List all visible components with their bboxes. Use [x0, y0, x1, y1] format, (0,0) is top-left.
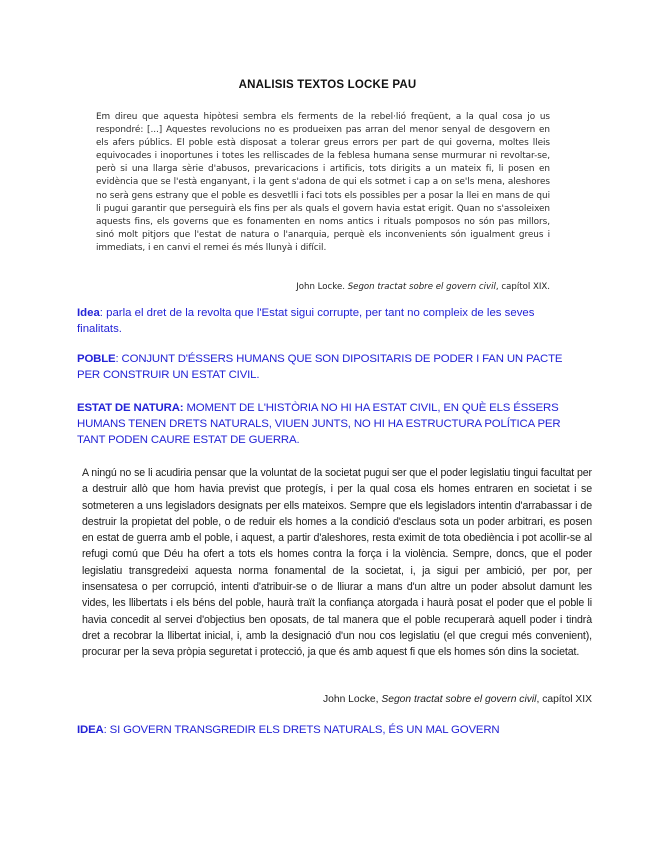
poble-note	[77, 351, 567, 383]
cite-2-chapter: , capítol XIX	[536, 694, 592, 705]
quote-1-citation	[96, 282, 550, 292]
poble-label: POBLE	[77, 353, 116, 365]
cite-1-work: Segon tractat sobre el govern civil	[347, 282, 496, 292]
cite-1-author: John Locke.	[296, 282, 345, 292]
idea-2-label: IDEA	[77, 724, 104, 736]
estat-natura-note	[77, 400, 567, 448]
locke-quote-1: Em direu que aquesta hipòtesi sembra els ferments de la rebel·lió freqüent, a la qual cosa jo us respondré: [...] Aquestes revolucions no es produeixen pas arran del menor senyal de desgovern en els afers públics. El poble està disposat a tolerar greus errors per part de qui governa, moltes lleis equivocades i inoportunes i totes les relliscades de la feblesa humana sense murmurar ni revoltar-se, però si una llarga sèrie d'abusos, prevaricacions i artificis, tots dirigits a un mateix fi, li posen en evidència que se l'està enganyant, i la gent s'adona de qui els sotmet i cap a on se'ls mena, aleshores no serà gens estrany que el poble es desvetlli i faci tots els possibles per a posar la llei en mans de qui li pugui garantir que perseguirà els fins per als quals el govern havia estat erigit. Quan no s'assoleixen aquests fins, els governs que es fonamenten en noms antics i rituals pomposos no són pas millors, sinó molt pitjors que l'estat de natura o l'anarquia, perquè els inconvenients són igualment greus i immediats, i en canvi el remei és més llunyà i difícil.	[96, 112, 550, 253]
cite-1-chapter: , capítol XIX.	[495, 282, 550, 292]
poble-text: : CONJUNT D'ÉSSERS HUMANS QUE SON DIPOSITARIS DE PODER I FAN UN PACTE PER CONSTRUIR UN ESTAT CIVIL.	[77, 353, 563, 381]
quote-2-citation	[82, 694, 592, 705]
idea-1-note	[77, 305, 567, 337]
idea-2-note	[77, 722, 567, 738]
locke-quote-2: A ningú no se li acudiria pensar que la voluntat de la societat pugui ser que el poder legislatiu tingui facultat per a destruir allò que hom havia previst que protegís, i per la qual cosa els homes entraren en societat i se sotmeteren a uns legisladors designats per ells mateixos. Sempre que els legisladors intentin d'arrabassar i de destruir la propietat del poble, o de reduir els homes a la condició d'esclaus sota un poder arbitrari, es posen en estat de guerra amb el poble, i aquest, a partir d'aleshores, resta eximit de tota obediència i pot acollir-se al refugi comú que Déu ha ofert a tots els homes contra la força i la violència. Sempre, doncs, que el poder legislatiu transgredeixi aquesta norma fonamental de la societat, i, ja sigui per ambició, per por, per insensatesa o per corrupció, intenti d'atribuir-se o de lliurar a mans d'un altre un poder absolut damunt les vides, les llibertats i els béns del poble, haurà traït la confiança atorgada i haurà posat el poder que el poble li havia concedit al servei d'objectius ben oposats, de tal manera que el poble recuperarà aquell poder i tindrà dret a recobrar la llibertat inicial, i, amb la designació d'un nou cos legislatiu (el que cregui més convenient), procurar per la seva pròpia seguretat i protecció, ja que és amb aquest fi que els homes són dins la societat.	[82, 467, 592, 659]
idea-2-text: : SI GOVERN TRANSGREDIR ELS DRETS NATURALS, ÉS UN MAL GOVERN	[103, 724, 500, 736]
estat-natura-label: ESTAT DE NATURA:	[77, 402, 184, 414]
cite-2-author: John Locke,	[322, 694, 382, 705]
idea-1-text: : parla el dret de la revolta que l'Estat sigui corrupte, per tant no compleix de les seves finalitats.	[77, 307, 535, 335]
idea-1-label: Idea	[77, 307, 100, 319]
estat-natura-text: MOMENT DE L'HISTÒRIA NO HI HA ESTAT CIVIL, EN QUÈ ELS ÉSSERS HUMANS TENEN DRETS NATURALS, VIUEN JUNTS, NO HI HA ESTRUCTURA POLÍTICA PER TANT PODEN CAURE ESTAT DE GUERRA.	[77, 402, 561, 446]
cite-2-work: Segon tractat sobre el govern civil	[381, 694, 537, 705]
document-title: ANALISIS TEXTOS LOCKE PAU	[238, 79, 417, 91]
